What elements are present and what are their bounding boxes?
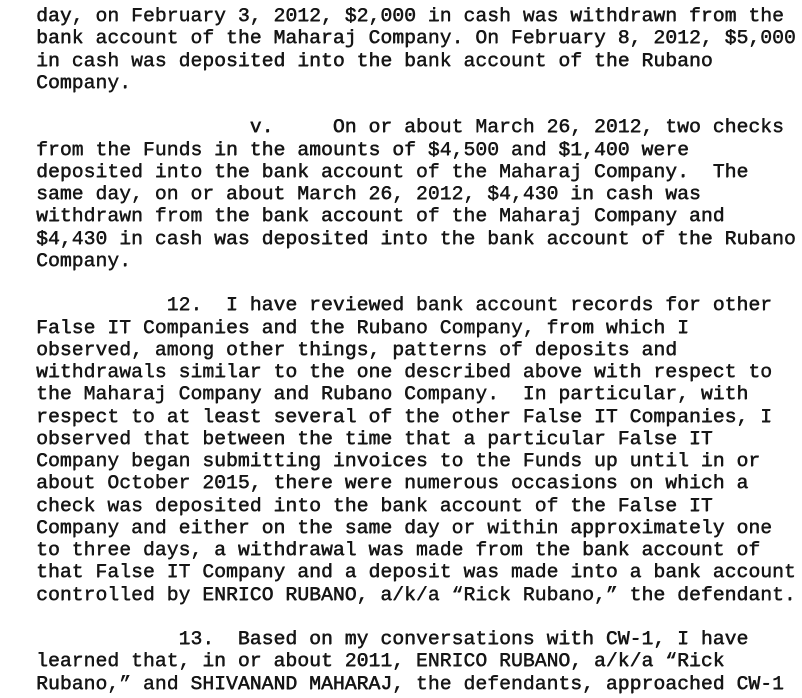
- document-line: deposited into the bank account of the Maharaj Company. The: [36, 160, 749, 183]
- document-line: $4,430 in cash was deposited into the bank account of the Rubano: [36, 227, 796, 250]
- document-line: False IT Companies and the Rubano Company, from which I: [36, 316, 689, 339]
- document-line: the Maharaj Company and Rubano Company. In particular, with: [36, 383, 749, 406]
- document-line: withdrawals similar to the one described above with respect to: [36, 361, 772, 383]
- document-line: observed, among other things, patterns of deposits and: [36, 338, 678, 361]
- document-line: about October 2015, there were numerous occasions on which a: [36, 472, 749, 495]
- document-line: Company.: [36, 71, 131, 94]
- document-line: Company began submitting invoices to the Funds up until in or: [36, 450, 761, 472]
- document-line: controlled by ENRICO RUBANO, a/k/a “Rick Rubano,” the defendant.: [36, 583, 796, 606]
- document-line: day, on February 3, 2012, $2,000 in cash was withdrawn from the: [36, 5, 784, 27]
- document-blank-line: [36, 606, 802, 628]
- document-line-subparagraph-v: v. On or about March 26, 2012, two checks: [36, 116, 784, 139]
- document-line: Company and either on the same day or within approximately one: [36, 516, 772, 539]
- document-line: from the Funds in the amounts of $4,500 and $1,400 were: [36, 138, 689, 161]
- document-line: Rubano,” and SHIVANAND MAHARAJ, the defendants, approached CW-1: [36, 672, 784, 695]
- document-line: observed that between the time that a particular False IT: [36, 427, 713, 450]
- document-line: Company.: [36, 249, 131, 272]
- document-blank-line: [36, 272, 802, 294]
- document-line-paragraph-12: 12. I have reviewed bank account records for other: [36, 294, 772, 317]
- document-line: that False IT Company and a deposit was made into a bank account: [36, 561, 796, 584]
- document-line: bank account of the Maharaj Company. On February 8, 2012, $5,000: [36, 27, 796, 50]
- document-blank-line: [36, 94, 802, 116]
- document-line-paragraph-13: 13. Based on my conversations with CW-1, I have: [36, 628, 749, 650]
- document-line: learned that, in or about 2011, ENRICO RUBANO, a/k/a “Rick: [36, 650, 725, 673]
- document-line: to three days, a withdrawal was made from the bank account of: [36, 539, 761, 561]
- document-line: same day, on or about March 26, 2012, $4,430 in cash was: [36, 183, 701, 205]
- document-line: in cash was deposited into the bank account of the Rubano: [36, 49, 713, 72]
- document-line: respect to at least several of the other False IT Companies, I: [36, 405, 772, 428]
- document-line: check was deposited into the bank account of the False IT: [36, 494, 713, 517]
- document-line: withdrawn from the bank account of the Maharaj Company and: [36, 205, 725, 228]
